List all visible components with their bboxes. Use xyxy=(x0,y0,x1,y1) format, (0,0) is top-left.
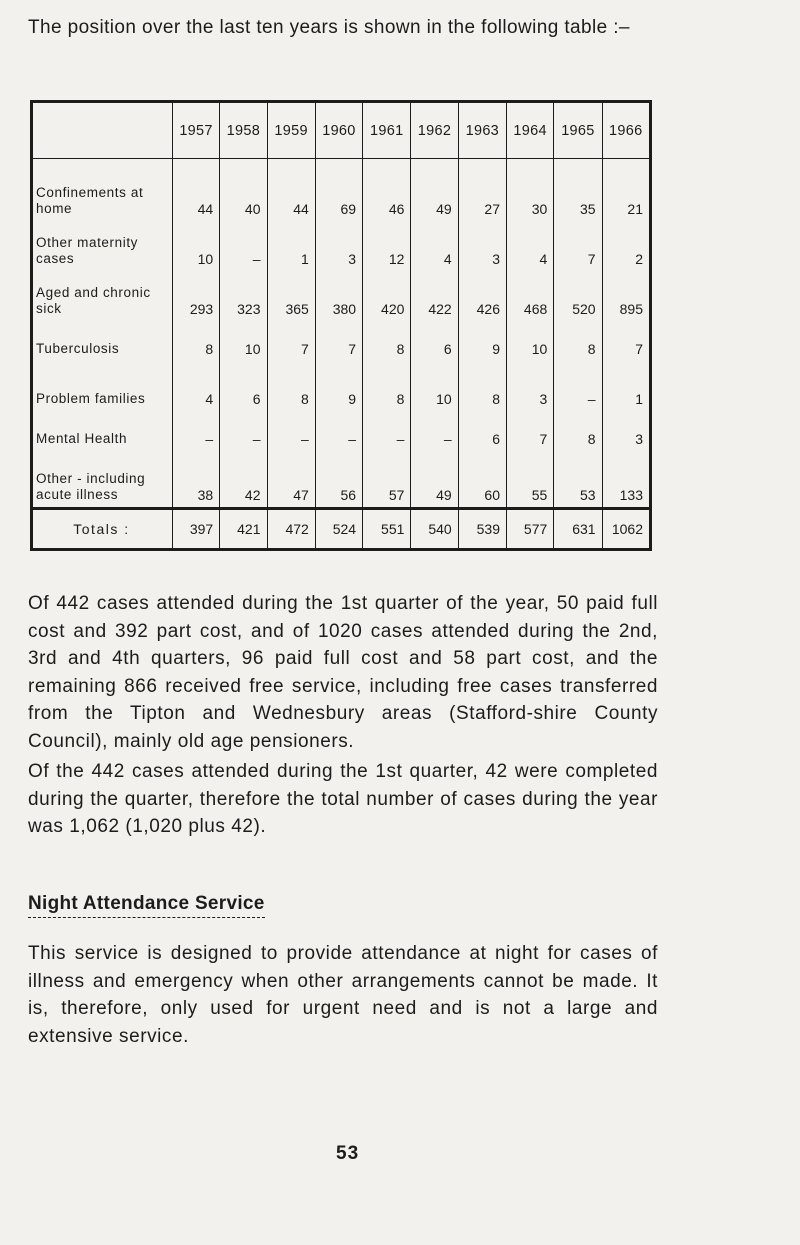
table-row xyxy=(32,321,651,361)
table-cell: 3 xyxy=(458,221,506,271)
table-cell: 3 xyxy=(506,361,553,411)
year-header: 1962 xyxy=(411,102,458,159)
table-cell: 3 xyxy=(602,411,650,451)
table-cell: 30 xyxy=(506,159,553,221)
table-cell: 8 xyxy=(267,361,315,411)
totals-label: Totals : xyxy=(32,509,173,550)
page-number: 53 xyxy=(336,1143,360,1164)
table-cell: 69 xyxy=(315,159,362,221)
cases-table xyxy=(30,100,652,551)
total-cell: 1062 xyxy=(602,509,650,550)
table-cell: 323 xyxy=(220,271,267,321)
year-header: 1958 xyxy=(220,102,267,159)
table-cell: 293 xyxy=(172,271,219,321)
table-cell: 7 xyxy=(267,321,315,361)
table-cell: 8 xyxy=(554,321,602,361)
year-header: 1965 xyxy=(554,102,602,159)
table-cell: – xyxy=(220,411,267,451)
paragraph-night-service: This service is designed to provide attendance at night for cases of illness and emergency when other arrangements cannot be made. It is, therefore, only used for urgent need and is not a large and extensive service. xyxy=(28,943,658,1047)
totals-row xyxy=(32,509,651,550)
year-header: 1966 xyxy=(602,102,650,159)
table-row xyxy=(32,271,651,321)
total-cell: 540 xyxy=(411,509,458,550)
year-header: 1963 xyxy=(458,102,506,159)
table-cell: 53 xyxy=(554,451,602,509)
table-cell: – xyxy=(267,411,315,451)
table-cell: 380 xyxy=(315,271,362,321)
table-cell: – xyxy=(363,411,411,451)
table-cell: 4 xyxy=(411,221,458,271)
table-cell: – xyxy=(315,411,362,451)
table-cell: 895 xyxy=(602,271,650,321)
table-cell: 422 xyxy=(411,271,458,321)
table-cell: 10 xyxy=(220,321,267,361)
total-cell: 551 xyxy=(363,509,411,550)
row-label: Aged and chronic sick xyxy=(36,284,151,316)
row-label: Problem families xyxy=(36,390,146,406)
table-cell: 2 xyxy=(602,221,650,271)
table-cell: 7 xyxy=(506,411,553,451)
paragraph-first-quarter: Of the 442 cases attended during the 1st quarter, 42 were completed during the quarter, therefore the total number of cases during the year was 1,062 (1,020 plus 42). xyxy=(28,761,658,837)
table-cell: 9 xyxy=(458,321,506,361)
table-cell: 4 xyxy=(172,361,219,411)
table-header-row xyxy=(32,102,651,159)
total-cell: 577 xyxy=(506,509,553,550)
table-cell: 40 xyxy=(220,159,267,221)
table-cell: 1 xyxy=(267,221,315,271)
table-cell: 3 xyxy=(315,221,362,271)
table-cell: 10 xyxy=(506,321,553,361)
table-cell: 47 xyxy=(267,451,315,509)
year-header: 1964 xyxy=(506,102,553,159)
table-cell: – xyxy=(220,221,267,271)
total-cell: 397 xyxy=(172,509,219,550)
table-cell: 10 xyxy=(411,361,458,411)
row-label: Mental Health xyxy=(36,430,128,446)
table-cell: 57 xyxy=(363,451,411,509)
table-cell: 8 xyxy=(363,321,411,361)
table-cell: 426 xyxy=(458,271,506,321)
total-cell: 472 xyxy=(267,509,315,550)
total-cell: 631 xyxy=(554,509,602,550)
table-cell: 4 xyxy=(506,221,553,271)
table-cell: 27 xyxy=(458,159,506,221)
table-cell: – xyxy=(554,361,602,411)
table-cell: 10 xyxy=(172,221,219,271)
paragraph-cost-breakdown: Of 442 cases attended during the 1st quarter of the year, 50 paid full cost and 392 part cost, and of 1020 cases attended during the 2nd, 3rd and 4th quarters, 96 paid full cost and 58 part cost, and the remaining 866 received free service, including free cases transferred from the Tipton and Wednesbury areas (Stafford-shire County Council), mainly old age pensioners. xyxy=(28,593,658,752)
table-row xyxy=(32,451,651,509)
table-cell: 44 xyxy=(267,159,315,221)
table-cell: 520 xyxy=(554,271,602,321)
table-cell: 8 xyxy=(458,361,506,411)
table-cell: 7 xyxy=(602,321,650,361)
year-header: 1959 xyxy=(267,102,315,159)
table-cell: 365 xyxy=(267,271,315,321)
table-row xyxy=(32,159,651,221)
table-cell: 44 xyxy=(172,159,219,221)
total-cell: 539 xyxy=(458,509,506,550)
table-cell: 49 xyxy=(411,451,458,509)
year-header: 1957 xyxy=(172,102,219,159)
table-cell: 9 xyxy=(315,361,362,411)
table-cell: 133 xyxy=(602,451,650,509)
table-cell: 6 xyxy=(458,411,506,451)
table-cell: 8 xyxy=(363,361,411,411)
table-cell: – xyxy=(411,411,458,451)
row-label: Tuberculosis xyxy=(36,340,120,356)
table-cell: 46 xyxy=(363,159,411,221)
table-cell: 12 xyxy=(363,221,411,271)
total-cell: 421 xyxy=(220,509,267,550)
year-header: 1961 xyxy=(363,102,411,159)
header-corner xyxy=(32,102,173,159)
table-cell: 6 xyxy=(411,321,458,361)
section-heading: Night Attendance Service xyxy=(28,893,265,918)
table-cell: 49 xyxy=(411,159,458,221)
table-cell: 35 xyxy=(554,159,602,221)
table-cell: 56 xyxy=(315,451,362,509)
total-cell: 524 xyxy=(315,509,362,550)
row-label: Confinements at home xyxy=(36,184,144,216)
table-cell: – xyxy=(172,411,219,451)
table-cell: 1 xyxy=(602,361,650,411)
table-cell: 6 xyxy=(220,361,267,411)
table-cell: 8 xyxy=(172,321,219,361)
row-label: Other maternity cases xyxy=(36,234,139,266)
table-row xyxy=(32,221,651,271)
table-cell: 55 xyxy=(506,451,553,509)
table-cell: 468 xyxy=(506,271,553,321)
table-cell: 21 xyxy=(602,159,650,221)
row-label: Other - including acute illness xyxy=(36,471,146,502)
year-header: 1960 xyxy=(315,102,362,159)
table-cell: 8 xyxy=(554,411,602,451)
table-row xyxy=(32,411,651,451)
table-cell: 7 xyxy=(315,321,362,361)
table-cell: 42 xyxy=(220,451,267,509)
intro-text: The position over the last ten years is shown in the following table :– xyxy=(28,17,630,38)
table-cell: 60 xyxy=(458,451,506,509)
table-cell: 7 xyxy=(554,221,602,271)
table-cell: 38 xyxy=(172,451,219,509)
table-row xyxy=(32,361,651,411)
table-cell: 420 xyxy=(363,271,411,321)
